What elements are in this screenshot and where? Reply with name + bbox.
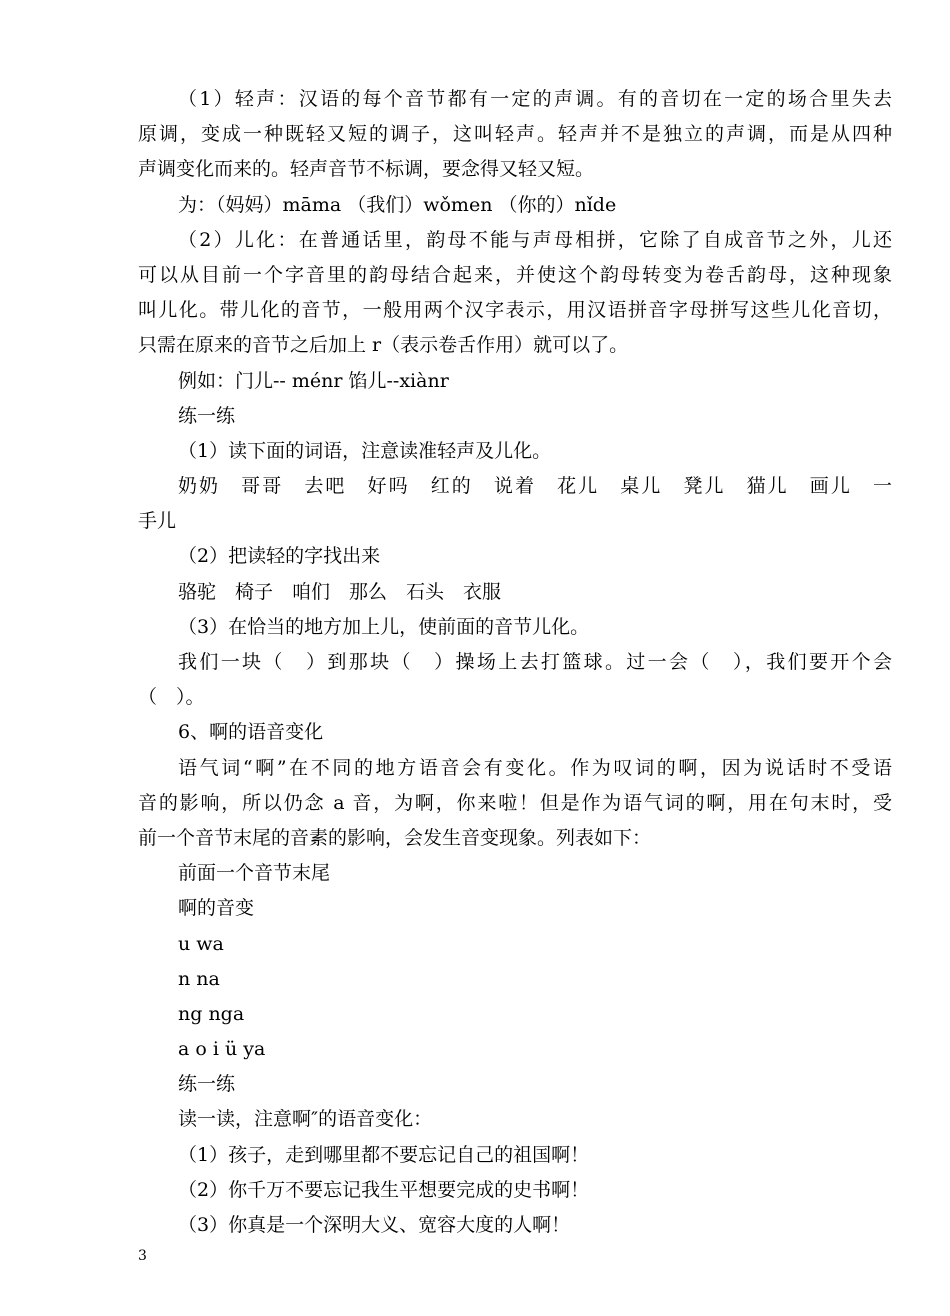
text-line: （2）儿化：在普通话里，韵母不能与声母相拼，它除了自成音节之外，儿还 [178,228,892,251]
text-line: 骆驼 椅子 咱们 那么 石头 衣服 [178,580,502,603]
text-line: 奶奶 哥哥 去吧 好吗 红的 说着 花儿 桌儿 凳儿 猫儿 画儿 一 [178,475,892,498]
text-line: 声调变化而来的。轻声音节不标调，要念得又轻又短。 [138,158,595,181]
text-line: 练一练 [178,404,236,427]
text-line: （2）你千万不要忘记我生平想要完成的史书啊！ [178,1178,590,1201]
text-line: ng nga [178,1002,245,1025]
text-line: 读一读，注意啊″的语音变化： [178,1108,433,1131]
text-line: 手儿 [138,510,177,533]
text-line: （1）孩子，走到哪里都不要忘记自己的祖国啊！ [178,1143,590,1166]
text-line: a o i ü ya [178,1038,266,1061]
text-line: （1）读下面的词语，注意读准轻声及儿化。 [178,439,552,462]
text-line: 叫儿化。带儿化的音节，一般用两个汉字表示，用汉语拼音字母拼写这些儿化音切， [138,299,892,322]
text-line: （ ）。 [138,686,205,709]
text-line: （3）你真是一个深明大义、宽容大度的人啊！ [178,1214,571,1236]
text-line: 音的影响，所以仍念 a 音，为啊，你来啦！但是作为语气词的啊，用在句末时，受 [138,791,892,814]
text-line: 练一练 [178,1073,236,1096]
text-line: （2）把读轻的字找出来 [178,545,381,568]
text-line: u wa [178,932,224,955]
text-line: n na [178,967,220,990]
text-line: 可以从目前一个字音里的韵母结合起来，并使这个韵母转变为卷舌韵母，这种现象 [138,263,892,286]
text-line: 例如：门儿-- ménr 馅儿--xiànr [178,369,449,392]
text-line: 语气词“啊”在不同的地方语音会有变化。作为叹词的啊，因为说话时不受语 [178,756,892,779]
text-line: （3）在恰当的地方加上儿，使前面的音节儿化。 [178,615,590,638]
text-line: 前面一个音节末尾 [178,862,331,885]
page-number: 3 [138,1248,147,1264]
text-line: 啊的音变 [178,897,255,920]
text-line: 前一个音节末尾的音素的影响，会发生音变现象。列表如下： [138,826,652,849]
text-line: （1）轻声：汉语的每个音节都有一定的声调。有的音切在一定的场合里失去 [178,88,892,110]
text-line: 6、啊的语音变化 [178,721,324,744]
document-body [138,82,892,1243]
text-line: 为：（妈妈）māma （我们）wǒmen （你的）nǐde [178,193,617,216]
text-line: 原调，变成一种既轻又短的调子，这叫轻声。轻声并不是独立的声调，而是从四种 [138,123,892,146]
text-line: 只需在原来的音节之后加上 r（表示卷舌作用）就可以了。 [138,334,629,357]
text-line: 我们一块（ ）到那块（ ）操场上去打篮球。过一会（ ），我们要开个会 [178,651,892,673]
